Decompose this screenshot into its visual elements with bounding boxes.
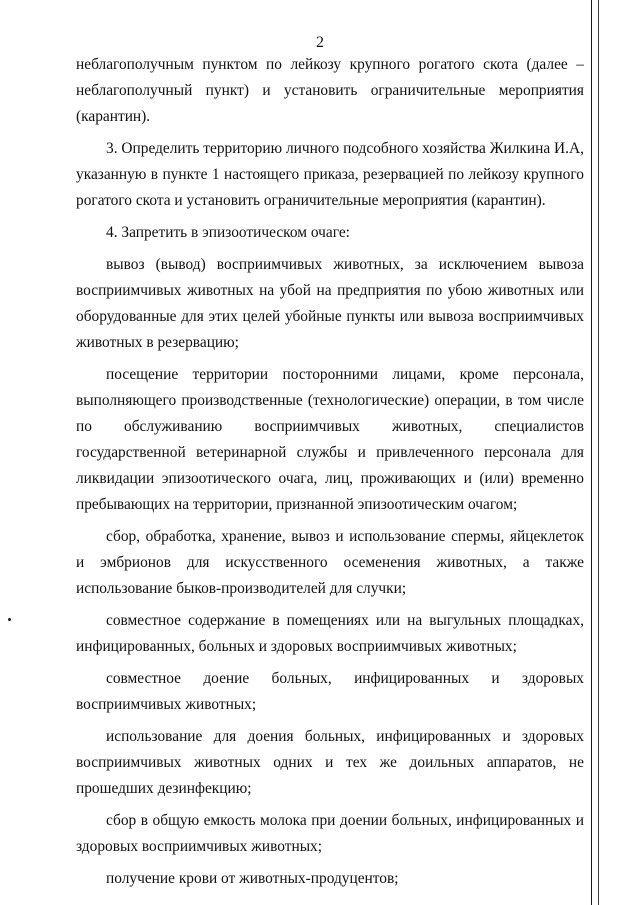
paragraph-item-4: 4. Запретить в эпизоотическом очаге: — [106, 224, 350, 241]
page-number: 2 — [316, 34, 324, 51]
paragraph-item-3: 3. Определить территорию личного подсобного хозяйства Жилкина И.А, указанную в пункте 1 настоящего приказа, резервацией по лейкозу крупного рогатого скота и установить ограничительные мероприятия (карантин). — [76, 140, 584, 209]
paragraph-prohibition: использование для доения больных, инфицированных и здоровых восприимчивых животных одних и тех же доильных аппаратов, не прошедших дезинфекцию; — [76, 728, 584, 797]
scan-border-line — [591, 0, 592, 905]
paragraph-prohibition: посещение территории посторонними лицами, кроме персонала, выполняющего производственные (технологические) операции, в том числе по обслуживанию восприимчивых животных, специалистов государственной ветеринарной службы и привлеченного персонала для ликвидации эпизоотического очага, лиц, проживающих и (или) временно пребывающих на территории, признанной эпизоотическим очагом; — [76, 366, 584, 513]
paragraph-continuation: неблагополучным пунктом по лейкозу крупного рогатого скота (далее – неблагополучный пункт) и установить ограничительные мероприятия (карантин). — [76, 56, 584, 125]
paragraph-prohibition: совместное содержание в помещениях или на выгульных площадках, инфицированных, больных и здоровых восприимчивых животных; — [76, 612, 584, 655]
document-body — [76, 52, 584, 898]
paragraph-prohibition: сбор в общую емкость молока при доении больных, инфицированных и здоровых восприимчивых животных; — [76, 812, 584, 855]
scan-artifact-dot — [8, 618, 11, 621]
paragraph-prohibition: совместное доение больных, инфицированных и здоровых восприимчивых животных; — [76, 670, 584, 713]
paragraph-prohibition: получение крови от животных-продуцентов; — [106, 870, 399, 887]
scan-border-line — [598, 0, 599, 905]
paragraph-prohibition: сбор, обработка, хранение, вывоз и использование спермы, яйцеклеток и эмбрионов для искусственного осеменения животных, а также использование быков-производителей для случки; — [76, 528, 584, 597]
paragraph-prohibition: вывоз (вывод) восприимчивых животных, за исключением вывоза восприимчивых животных на убой на предприятия по убою животных или оборудованные для этих целей убойные пункты или вывоза восприимчивых животных в резервацию; — [76, 256, 584, 351]
